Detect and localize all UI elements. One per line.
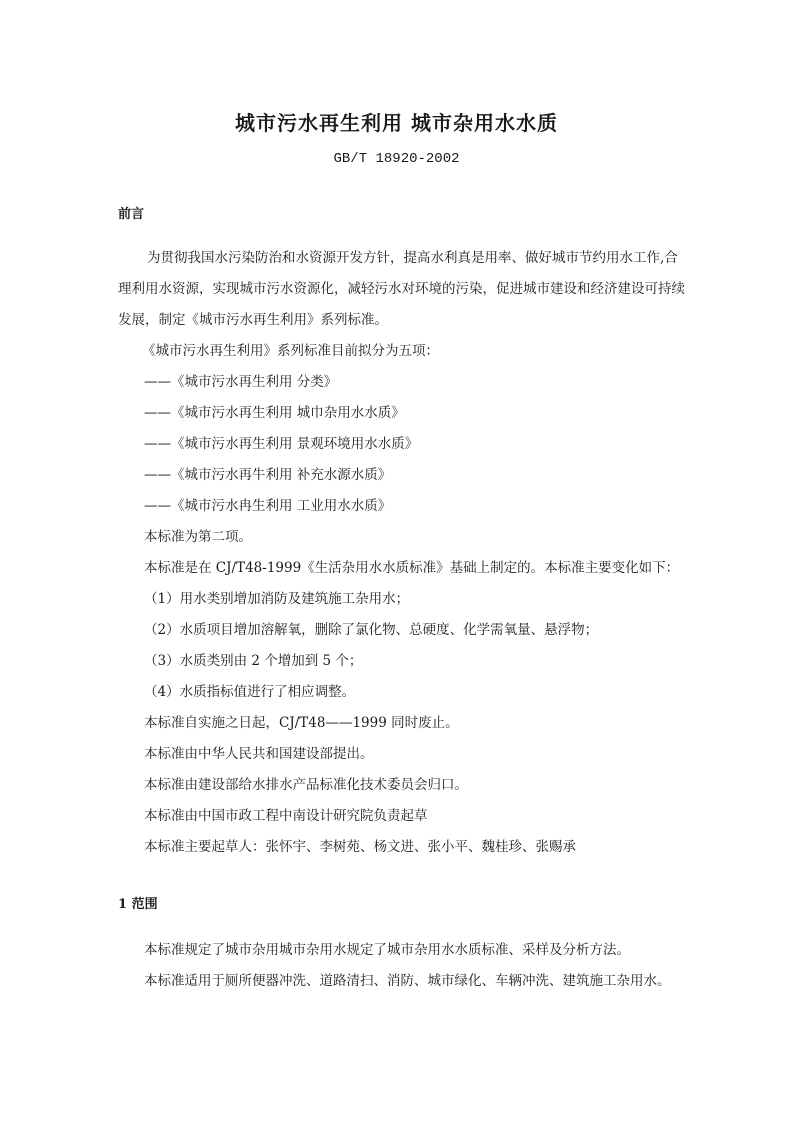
paragraph-line: 为贯彻我国水污染防治和水资源开发方针，提高水利真是用率、做好城市节约用水工作,合 <box>147 250 678 266</box>
series-intro: 《城市污水再生利用》系列标准目前拟分为五项： <box>142 343 439 359</box>
change-item: （4）水质指标值进行了相应调整。 <box>144 684 356 700</box>
note-line: 本标准自实施之日起，CJ/T48——1999 同时废止。 <box>144 715 459 731</box>
scope-body <box>118 935 683 997</box>
scope-line: 本标准适用于厕所便器冲洗、道路清扫、消防、城市绿化、车辆冲洗、建筑施工杂用水。 <box>144 973 671 989</box>
paragraph-line: 理利用水资源，实现城市污水资源化，减轻污水对环境的污染，促进城市建设和经济建设可持续 <box>118 281 685 297</box>
series-item: ——《城市污水再生利用 城巾杂用水水质》 <box>144 405 405 421</box>
foreword-heading: 前言 <box>118 207 145 222</box>
series-item: ——《城市污水再牛利用 补充水源水质》 <box>144 467 392 483</box>
note-line: 本标准由中华人民共和国建设部提出。 <box>144 746 374 762</box>
paragraph-line: 发展，制定《城市污水再生利用》系列标准。 <box>118 312 388 328</box>
change-item: （3）水质类别由 2 个增加到 5 个； <box>144 653 363 669</box>
document-title: 城市污水再生利用 城市杂用水水质 <box>235 111 558 135</box>
basis-note: 本标准是在 CJ/T48-1999《生活杂用水水质标准》基础上制定的。本标准主要变化如下： <box>144 560 680 576</box>
series-item: ——《城市污水再生利用 分类》 <box>144 374 338 390</box>
scope-heading: 1 范围 <box>118 897 158 912</box>
standard-code: GB/T 18920-2002 <box>333 151 460 167</box>
second-item-note: 本标准为第二项。 <box>144 529 252 545</box>
change-item: （1）用水类别增加消防及建筑施工杂用水； <box>144 591 410 607</box>
note-line: 本标准由建设部给水排水产品标准化技术委员会归口。 <box>144 777 468 793</box>
scope-line: 本标准规定了城市杂用城市杂用水规定了城市杂用水水质标准、采样及分析方法。 <box>144 942 630 958</box>
note-line: 本标准主要起草人：张怀宇、李树苑、杨文进、张小平、魏桂珍、张赐承 <box>144 839 576 855</box>
note-line: 本标准由中国市政工程中南设计研究院负责起草 <box>144 808 428 824</box>
series-item: ——《城市污水冉生利用 工业用水水质》 <box>144 498 392 514</box>
change-item: （2）水质项目增加溶解氧，删除了氯化物、总硬度、化学需氧量、悬浮物； <box>144 622 599 638</box>
series-item: ——《城市污水再生利用 景观环境用水水质》 <box>144 436 419 452</box>
foreword-body <box>118 243 683 863</box>
